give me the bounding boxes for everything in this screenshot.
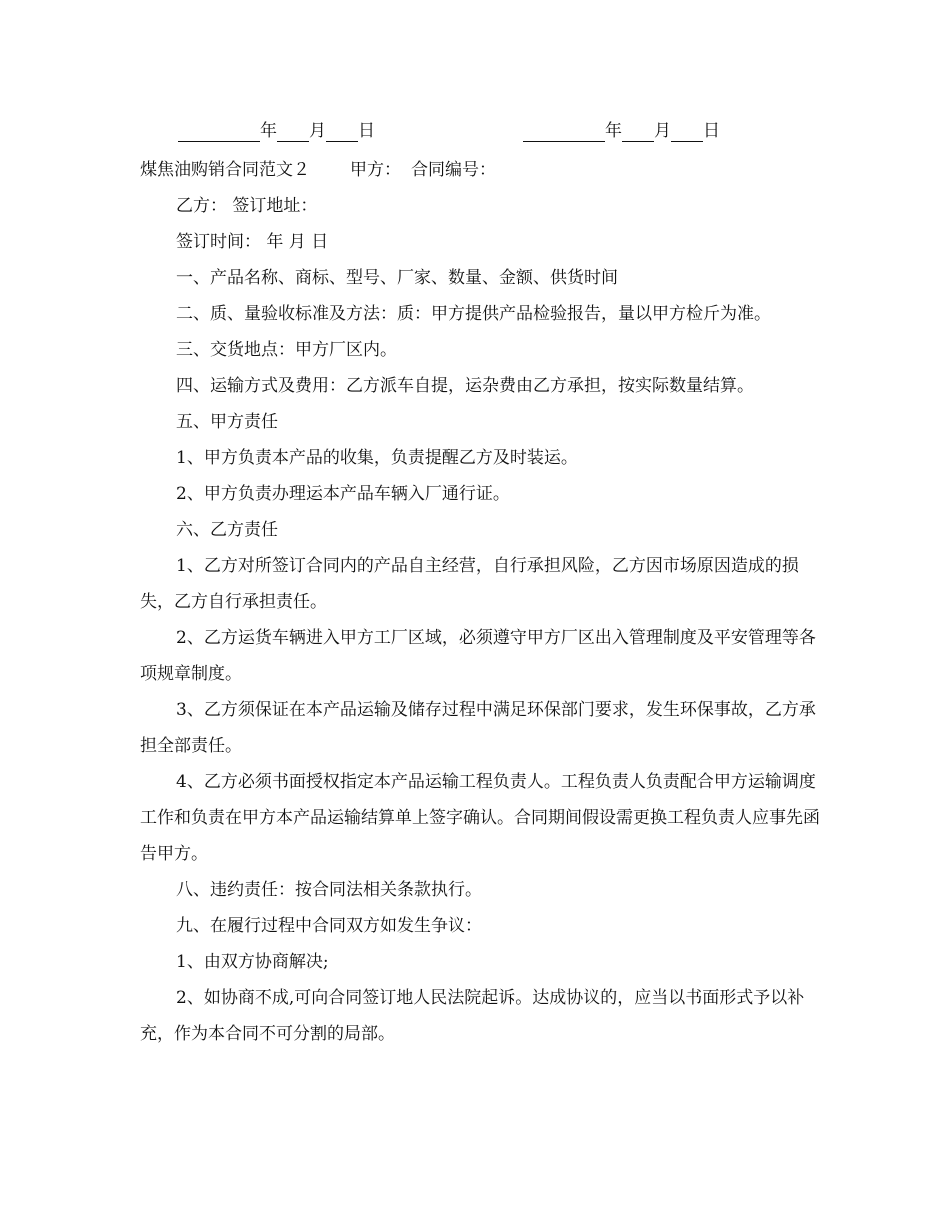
title-line <box>140 152 820 188</box>
contract-number-label: 合同编号： <box>411 160 496 180</box>
year-label: 年 <box>605 121 622 141</box>
paragraph: 2、甲方负责办理运本产品车辆入厂通行证。 <box>176 484 510 504</box>
paragraph: 签订时间： 年 月 日 <box>176 232 329 252</box>
paragraph: 1、乙方对所签订合同内的产品自主经营，自行承担风险，乙方因市场原因造成的损失，乙方自行承担责任。 <box>140 556 799 612</box>
paragraph: 六、乙方责任 <box>176 520 278 540</box>
paragraph: 九、在履行过程中合同双方如发生争议： <box>176 916 482 936</box>
paragraph: 2、乙方运货车辆进入甲方工厂区域，必须遵守甲方厂区出入管理制度及平安管理等各项规章制度。 <box>140 628 816 684</box>
document-title: 煤焦油购销合同范文２ <box>140 160 310 180</box>
paragraph: 乙方： 签订地址： <box>176 196 318 216</box>
day-label: 日 <box>358 121 375 141</box>
month-label: 月 <box>654 121 671 141</box>
paragraph: 二、质、量验收标准及方法：质：甲方提供产品检验报告，量以甲方检斤为准。 <box>176 304 771 324</box>
paragraph: 八、违约责任：按合同法相关条款执行。 <box>176 880 482 900</box>
paragraph: 一、产品名称、商标、型号、厂家、数量、金额、供货时间 <box>176 268 618 288</box>
year-blank <box>178 123 260 142</box>
paragraph: 1、甲方负责本产品的收集，负责提醒乙方及时装运。 <box>176 448 578 468</box>
paragraph: 4、乙方必须书面授权指定本产品运输工程负责人。工程负责人负责配合甲方运输调度工作和负责在甲方本产品运输结算单上签字确认。合同期间假设需更换工程负责人应事先函告甲方。 <box>140 772 820 864</box>
month-blank <box>622 123 654 142</box>
day-label: 日 <box>703 121 720 141</box>
contract-body <box>140 152 820 1052</box>
paragraph: 四、运输方式及费用：乙方派车自提，运杂费由乙方承担，按实际数量结算。 <box>176 376 754 396</box>
paragraph: 三、交货地点：甲方厂区内。 <box>176 340 397 360</box>
day-blank <box>671 123 703 142</box>
year-blank <box>523 123 605 142</box>
date-line-left <box>178 120 375 142</box>
party-a-label: 甲方： <box>350 160 401 180</box>
month-blank <box>277 123 309 142</box>
month-label: 月 <box>309 121 326 141</box>
paragraph: 2、如协商不成,可向合同签订地人民法院起诉。达成协议的，应当以书面形式予以补充，作为本合同不可分割的局部。 <box>140 988 805 1044</box>
year-label: 年 <box>260 121 277 141</box>
paragraph: 3、乙方须保证在本产品运输及储存过程中满足环保部门要求，发生环保事故，乙方承担全部责任。 <box>140 700 816 756</box>
paragraph: 1、由双方协商解决; <box>176 952 329 972</box>
date-line-right <box>523 120 720 142</box>
paragraph: 五、甲方责任 <box>176 412 278 432</box>
day-blank <box>326 123 358 142</box>
